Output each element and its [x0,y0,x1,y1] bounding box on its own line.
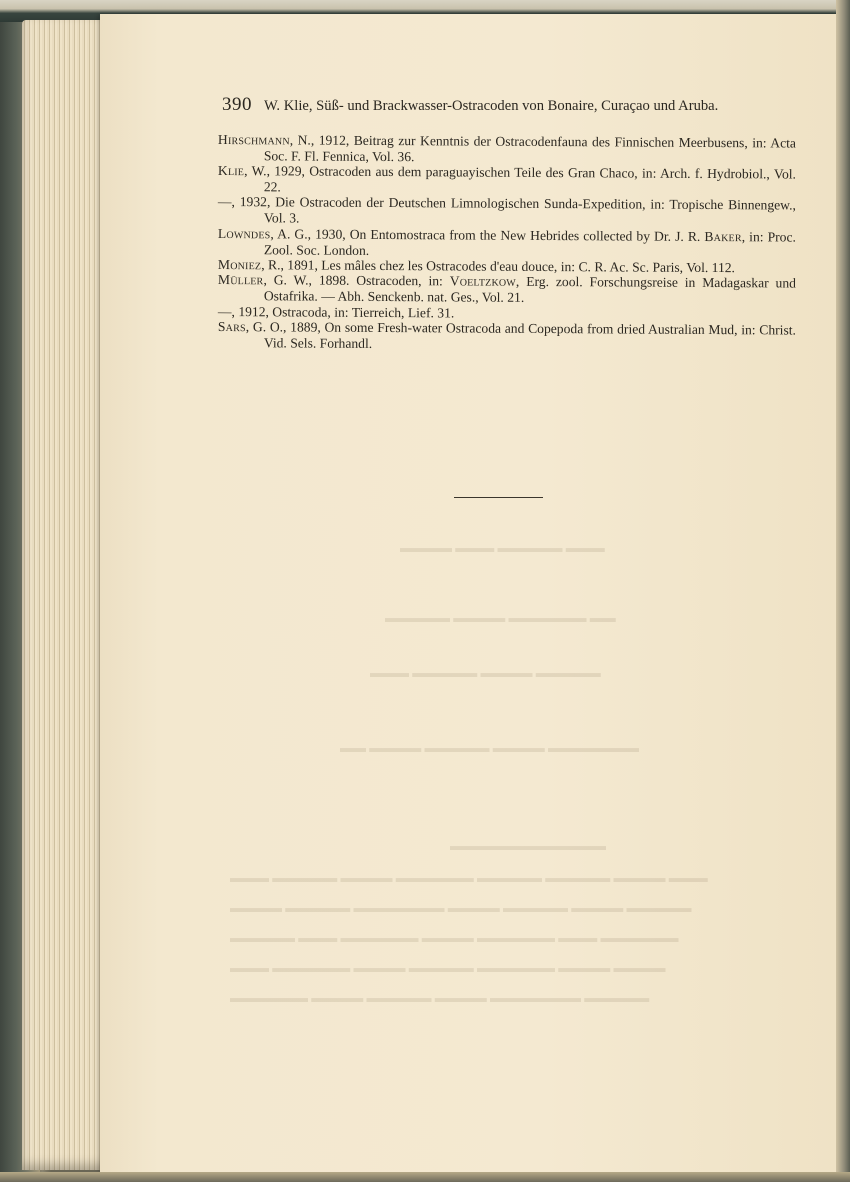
reference-text: , G. W., 1898. Ostracoden, in: [263,272,450,289]
reference-text: —, 1912, Ostracoda, in: Tierreich, Lief. 31. [217,303,455,320]
page-number: 390 [222,94,252,115]
reference-text: , G. O., 1889, On some Fresh-water Ostracoda and Copepoda from dried Australian Mud, in: Christ. Vid. Sels. Forhandl. [245,319,796,351]
reference-author: Voeltzkow [449,273,517,290]
reference-author: Hirschmann [217,132,290,148]
reference-text: , R., 1891, Les mâles chez les Ostracodes d'eau douce, in: C. R. Ac. Sc. Paris, Vol. 112. [261,257,736,275]
reference-text: , Erg. zool. Forschungsreise in Madagaskar und Ostafrika. — Abh. Senckenb. nat. Ges., Vol. 21. [263,274,796,305]
reference-entry [218,226,796,261]
reference-entry [218,163,796,198]
reference-author: Müller [217,272,264,288]
running-head-title: W. Klie, Süß- und Brackwasser-Ostracoden von Bonaire, Curaçao und Aruba. [264,98,719,114]
reference-entry [218,194,796,229]
book-bottom-edge [0,1172,850,1182]
reference-author: Moniez [217,256,262,273]
reference-text: , N., 1912, Beitrag zur Kenntnis der Ostracodenfauna des Finnischen Meerbusens, in: Acta Soc. F. Fl. Fennica, Vol. 36. [263,132,796,164]
running-header [222,94,792,116]
reference-entry [218,319,796,354]
book-right-edge [836,0,850,1182]
reference-author: Sars [217,319,246,335]
section-end-rule [454,497,543,498]
reference-entry [218,132,796,167]
reference-author: Baker [704,228,742,244]
reference-text: , W., 1929, Ostracoden aus dem paraguayischen Teile des Gran Chaco, in: Arch. f. Hydrobiol., Vol. 22. [244,163,796,195]
reference-list [218,132,796,350]
reference-text: , in: Proc. Zool. Soc. London. [263,228,796,258]
reference-author: Lowndes [217,225,271,241]
reference-author: Klie [217,163,245,179]
reference-text: —, 1932, Die Ostracoden der Deutschen Limnologischen Sunda-Expedition, in: Tropische Binnengew., Vol. 3. [217,194,796,226]
reference-entry [218,272,796,307]
reference-text: , A. G., 1930, On Entomostraca from the New Hebrides collected by Dr. J. R. [270,225,705,244]
